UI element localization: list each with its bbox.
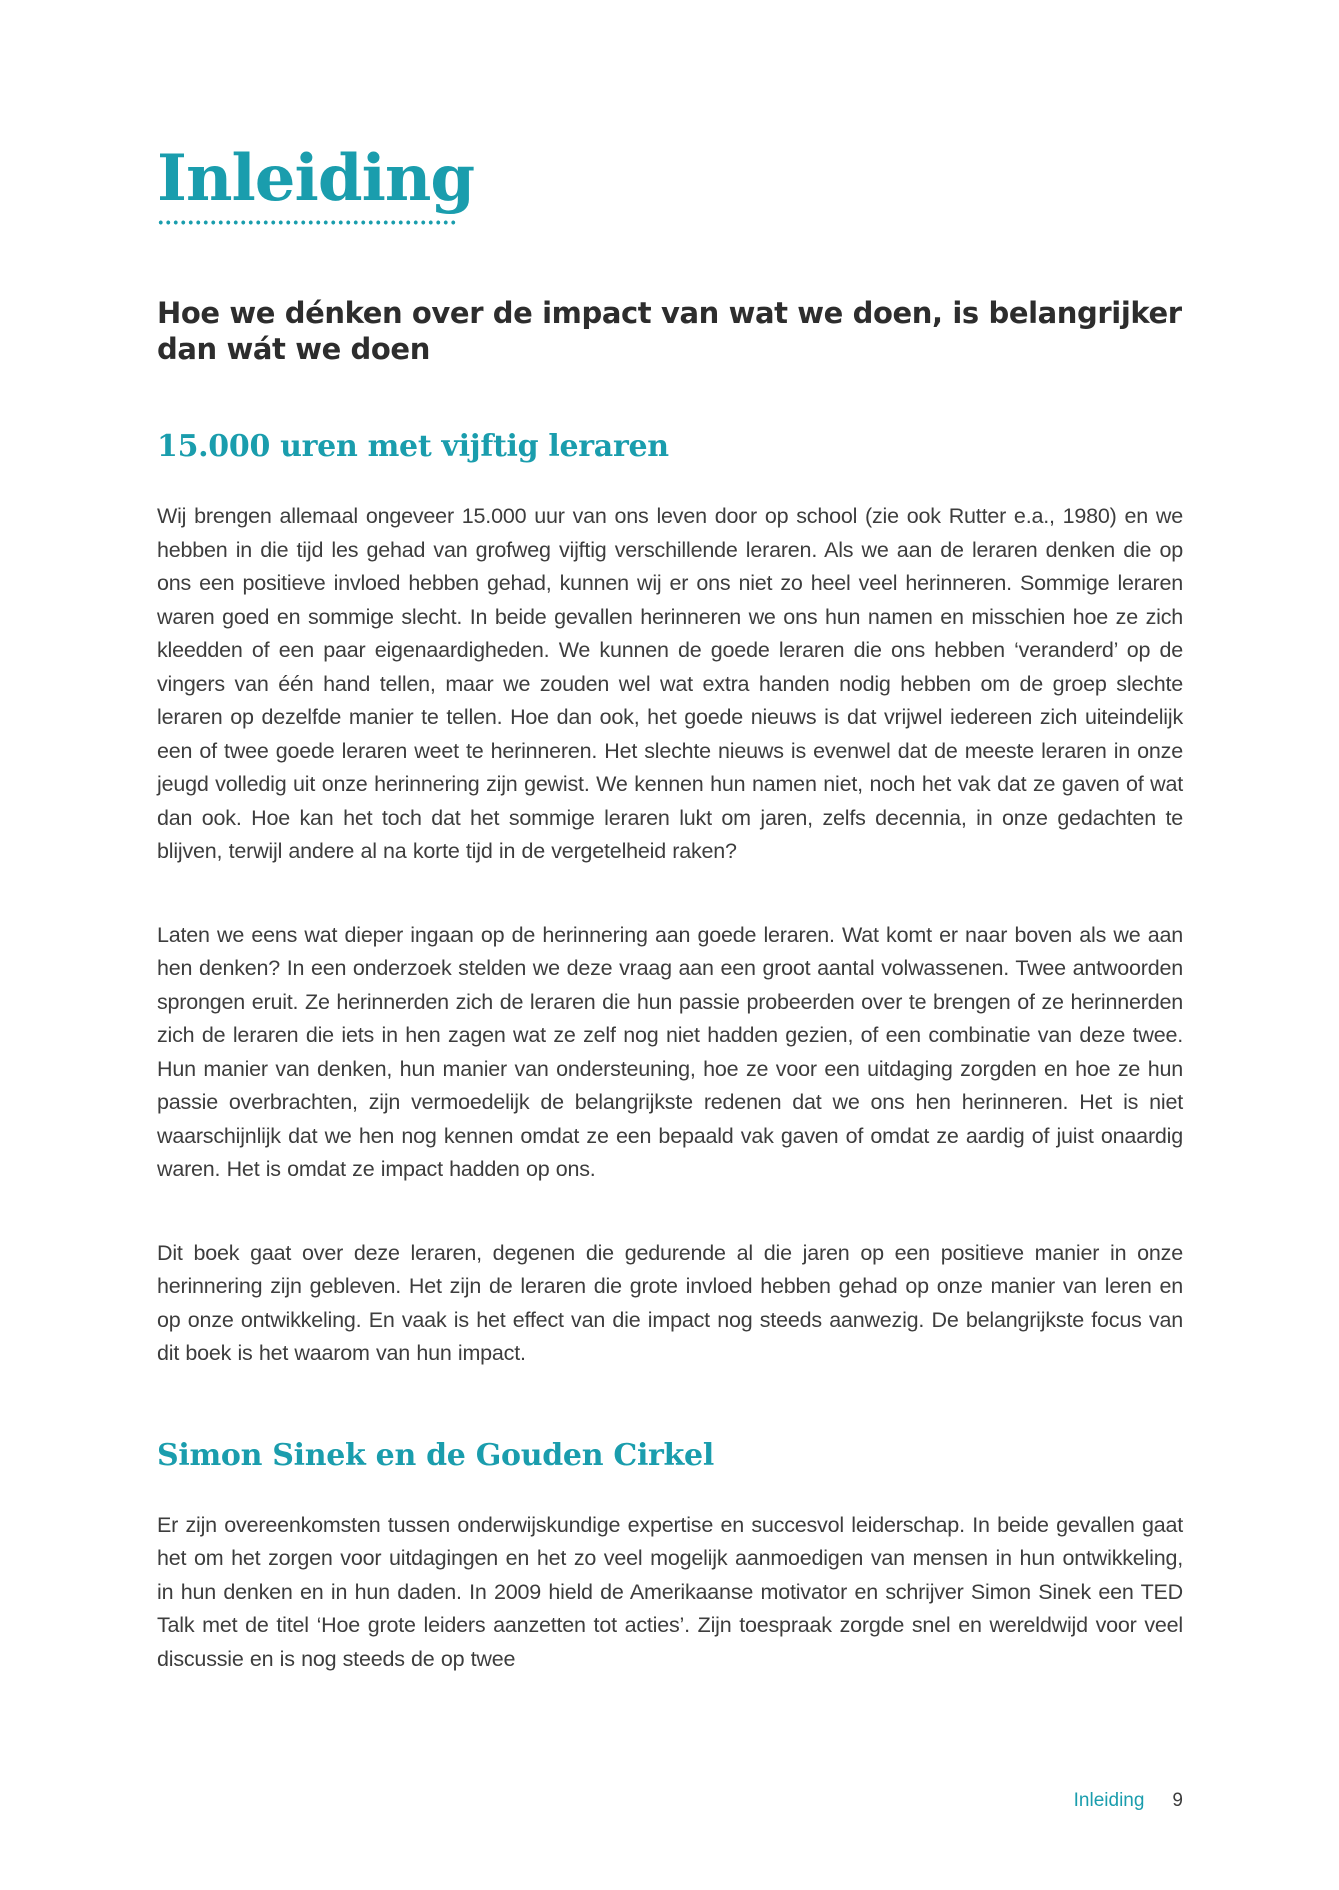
page-title: Inleiding xyxy=(157,141,475,216)
page-footer xyxy=(1074,1788,1183,1814)
section-heading-simon-sinek: Simon Sinek en de Gouden Cirkel xyxy=(157,1437,714,1473)
chapter-subtitle: Hoe we dénken over de impact van wat we doen, is belangrijker dan wát we doen xyxy=(157,296,1182,366)
paragraph: Laten we eens wat dieper ingaan op de herinnering aan goede leraren. Wat komt er naar boven als we aan hen denken? In een onderzoek stelden we deze vraag aan een groot aantal volwassenen. Twee antwoorden sprongen eruit. Ze herinnerden zich de leraren die hun passie probeerden over te brengen of ze herinnerden zich de leraren die iets in hen zagen wat ze zelf nog niet hadden gezien, of een combinatie van deze twee. Hun manier van denken, hun manier van ondersteuning, hoe ze voor een uitdaging zorgden en hoe ze hun passie overbrachten, zijn vermoedelijk de belangrijkste redenen dat we ons hen herinneren. Het is niet waarschijnlijk dat we hen nog kennen omdat ze een bepaald vak gaven of omdat ze aardig of juist onaardig waren. Het is omdat ze impact hadden op ons. xyxy=(157,922,1183,1181)
paragraph: Wij brengen allemaal ongeveer 15.000 uur van ons leven door op school (zie ook Rutter e.a., 1980) en we hebben in die tijd les gehad van grofweg vijftig verschillende leraren. Als we aan de leraren denken die op ons een positieve invloed hebben gehad, kunnen wij er ons niet zo heel veel herinneren. Sommige leraren waren goed en sommige slecht. In beide gevallen herinneren we ons hun namen en misschien hoe ze zich kleedden of een paar eigenaardigheden. We kunnen de goede leraren die ons hebben ‘veranderd’ op de vingers van één hand tellen, maar we zouden wel wat extra handen nodig hebben om de groep slechte leraren op dezelfde manier te tellen. Hoe dan ook, het goede nieuws is dat vrijwel iedereen zich uiteindelijk een of twee goede leraren weet te herinneren. Het slechte nieuws is evenwel dat de meeste leraren in onze jeugd volledig uit onze herinnering zijn gewist. We kennen hun namen niet, noch het vak dat ze gaven of wat dan ook. Hoe kan het toch dat het sommige leraren lukt om jaren, zelfs decennia, in onze gedachten te blijven, terwijl andere al na korte tijd in de vergetelheid raken? xyxy=(157,504,1183,863)
paragraph: Er zijn overeenkomsten tussen onderwijskundige expertise en succesvol leiderschap. In beide gevallen gaat het om het zorgen voor uitdagingen en het zo veel mogelijk aanmoedigen van mensen in hun ontwikkeling, in hun denken en in hun daden. In 2009 hield de Amerikaanse motivator en schrijver Simon Sinek een TED Talk met de titel ‘Hoe grote leiders aanzetten tot acties’. Zijn toespraak zorgde snel en wereldwijd voor veel discussie en is nog steeds de op twee xyxy=(157,1512,1183,1671)
footer-chapter-label: Inleiding xyxy=(1073,1790,1145,1811)
page-content xyxy=(157,0,1183,1676)
footer-page-number: 9 xyxy=(1172,1790,1183,1811)
paragraph: Dit boek gaat over deze leraren, degenen die gedurende al die jaren op een positieve manier in onze herinnering zijn gebleven. Het zijn de leraren die grote invloed hebben gehad op onze manier van leren en op onze ontwikkeling. En vaak is het effect van die impact nog steeds aanwezig. De belangrijkste focus van dit boek is het waarom van hun impact. xyxy=(157,1240,1183,1365)
section-heading-15000-uren: 15.000 uren met vijftig leraren xyxy=(157,429,669,464)
title-underline-dots xyxy=(157,218,457,227)
